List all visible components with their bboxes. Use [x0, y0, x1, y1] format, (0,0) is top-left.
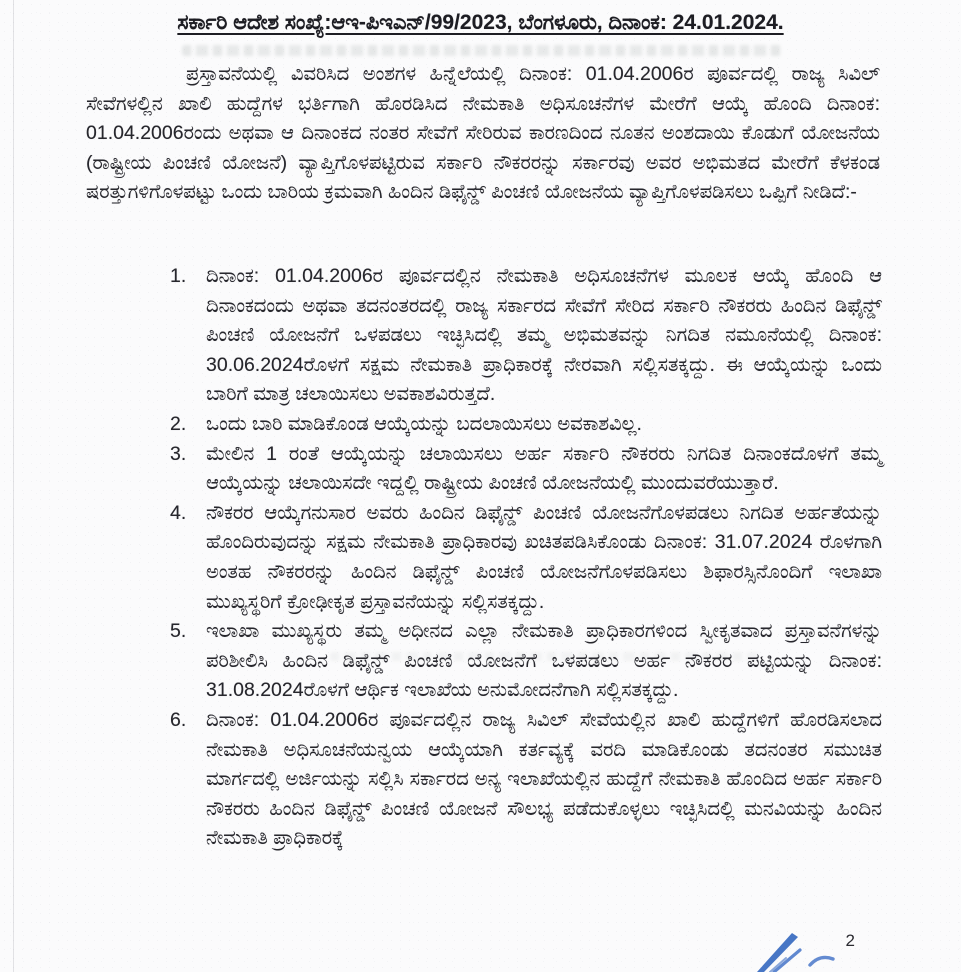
- condition-item-1: [170, 262, 882, 410]
- condition-number: 6.: [170, 708, 187, 731]
- condition-item-6: [170, 706, 882, 854]
- condition-number: 4.: [170, 501, 187, 524]
- condition-item-4: [170, 499, 882, 617]
- bleedthrough-text-mark: [182, 45, 782, 56]
- condition-item-2: [170, 410, 882, 440]
- signature-ink-mark: [740, 928, 860, 972]
- condition-text: ದಿನಾಂಕ: 01.04.2006ರ ಪೂರ್ವದಲ್ಲಿನ ನೇಮಕಾತಿ ಅಧಿಸೂಚನೆಗಳ ಮೂಲಕ ಆಯ್ಕೆ ಹೊಂದಿ ಆ ದಿನಾಂಕದಂದು ಅಥವಾ ತದನಂತರದಲ್ಲಿ ರಾಜ್ಯ ಸರ್ಕಾರದ ಸೇವೆಗೆ ಸೇರಿದ ಸರ್ಕಾರಿ ನೌಕರರು ಹಿಂದಿನ ಡಿಫೈನ್ಡ್ ಪಿಂಚಣಿ ಯೋಜನೆಗೆ ಒಳಪಡಲು ಇಚ್ಛಿಸಿದಲ್ಲಿ ತಮ್ಮ ಅಭಿಮತವನ್ನು ನಿಗದಿತ ನಮೂನೆಯಲ್ಲಿ ದಿನಾಂಕ: 30.06.2024ರೊಳಗೆ ಸಕ್ಷಮ ನೇಮಕಾತಿ ಪ್ರಾಧಿಕಾರಕ್ಕೆ ನೇರವಾಗಿ ಸಲ್ಲಿಸತಕ್ಕದ್ದು. ಈ ಆಯ್ಕೆಯನ್ನು ಒಂದು ಬಾರಿಗೆ ಮಾತ್ರ ಚಲಾಯಿಸಲು ಅವಕಾಶವಿರುತ್ತದೆ.: [206, 265, 882, 406]
- order-header: ಸರ್ಕಾರಿ ಆದೇಶ ಸಂಖ್ಯೆ:ಆಇ-ಪಿಇಎನ್/99/2023, ಬೆಂಗಳೂರು, ದಿನಾಂಕ: 24.01.2024.: [177, 11, 784, 34]
- condition-text: ದಿನಾಂಕ: 01.04.2006ರ ಪೂರ್ವದಲ್ಲಿನ ರಾಜ್ಯ ಸಿವಿಲ್ ಸೇವೆಯಲ್ಲಿನ ಖಾಲಿ ಹುದ್ದೆಗಳಿಗೆ ಹೊರಡಿಸಲಾದ ನೇಮಕಾತಿ ಅಧಿಸೂಚನೆಯನ್ವಯ ಆಯ್ಕೆಯಾಗಿ ಕರ್ತವ್ಯಕ್ಕೆ ವರದಿ ಮಾಡಿಕೊಂಡು ತದನಂತರ ಸಮುಚಿತ ಮಾರ್ಗದಲ್ಲಿ ಅರ್ಜಿಯನ್ನು ಸಲ್ಲಿಸಿ ಸರ್ಕಾರದ ಅನ್ಯ ಇಲಾಖೆಯಲ್ಲಿನ ಹುದ್ದೆಗೆ ನೇಮಕಾತಿ ಹೊಂದಿದ ಅರ್ಹ ಸರ್ಕಾರಿ ನೌಕರರು ಹಿಂದಿನ ಡಿಫೈನ್ಡ್ ಪಿಂಚಣಿ ಯೋಜನೆ ಸೌಲಭ್ಯ ಪಡೆದುಕೊಳ್ಳಲು ಇಚ್ಛಿಸಿದಲ್ಲಿ ಮನವಿಯನ್ನು ಹಿಂದಿನ ನೇಮಕಾತಿ ಪ್ರಾಧಿಕಾರಕ್ಕೆ: [206, 708, 882, 850]
- condition-item-5: [170, 617, 882, 706]
- condition-text: ಇಲಾಖಾ ಮುಖ್ಯಸ್ಥರು ತಮ್ಮ ಅಧೀನದ ಎಲ್ಲಾ ನೇಮಕಾತಿ ಪ್ರಾಧಿಕಾರಗಳಿಂದ ಸ್ವೀಕೃತವಾದ ಪ್ರಸ್ತಾವನೆಗಳನ್ನು ಪರಿಶೀಲಿಸಿ ಹಿಂದಿನ ಡಿಫೈನ್ಡ್ ಪಿಂಚಣಿ ಯೋಜನೆಗೆ ಒಳಪಡಲು ಅರ್ಹ ನೌಕರರ ಪಟ್ಟಿಯನ್ನು ದಿನಾಂಕ: 31.08.2024ರೊಳಗೆ ಆರ್ಥಿಕ ಇಲಾಖೆಯ ಅನುಮೋದನೆಗಾಗಿ ಸಲ್ಲಿಸತಕ್ಕದ್ದು.: [206, 620, 882, 702]
- conditions-list: [170, 262, 882, 854]
- page-number: 2: [845, 931, 855, 950]
- condition-number: 1.: [170, 265, 187, 287]
- intro-paragraph: ಪ್ರಸ್ತಾವನೆಯಲ್ಲಿ ವಿವರಿಸಿದ ಅಂಶಗಳ ಹಿನ್ನೆಲೆಯಲ್ಲಿ ದಿನಾಂಕ: 01.04.2006ರ ಪೂರ್ವದಲ್ಲಿ ರಾಜ್ಯ ಸಿವಿಲ್ ಸೇವೆಗಳಲ್ಲಿನ ಖಾಲಿ ಹುದ್ದೆಗಳ ಭರ್ತಿಗಾಗಿ ಹೊರಡಿಸಿದ ನೇಮಕಾತಿ ಅಧಿಸೂಚನೆಗಳ ಮೇರೆಗೆ ಆಯ್ಕೆ ಹೊಂದಿ ದಿನಾಂಕ: 01.04.2006ರಂದು ಅಥವಾ ಆ ದಿನಾಂಕದ ನಂತರ ಸೇವೆಗೆ ಸೇರಿರುವ ಕಾರಣದಿಂದ ನೂತನ ಅಂಶದಾಯಿ ಕೊಡುಗೆ ಯೋಜನೆಯ (ರಾಷ್ಟ್ರೀಯ ಪಿಂಚಣಿ ಯೋಜನೆ) ವ್ಯಾಪ್ತಿಗೊಳಪಟ್ಟಿರುವ ಸರ್ಕಾರಿ ನೌಕರರನ್ನು ಸರ್ಕಾರವು ಅವರ ಅಭಿಮತದ ಮೇರೆಗೆ ಕೆಳಕಂಡ ಷರತ್ತುಗಳಿಗೊಳಪಟ್ಟು ಒಂದು ಬಾರಿಯ ಕ್ರಮವಾಗಿ ಹಿಂದಿನ ಡಿಫೈನ್ಡ್ ಪಿಂಚಣಿ ಯೋಜನೆಯ ವ್ಯಾಪ್ತಿಗೊಳಪಡಿಸಲು ಒಪ್ಪಿಗೆ ನೀಡಿದೆ:-: [86, 63, 880, 204]
- condition-number: 3.: [170, 442, 187, 465]
- scan-edge-artifact: [13, 0, 14, 972]
- condition-number: 2.: [170, 412, 187, 435]
- condition-text: ಒಂದು ಬಾರಿ ಮಾಡಿಕೊಂಡ ಆಯ್ಕೆಯನ್ನು ಬದಲಾಯಿಸಲು ಅವಕಾಶವಿಲ್ಲ.: [206, 412, 642, 435]
- condition-text: ಮೇಲಿನ 1 ರಂತೆ ಆಯ್ಕೆಯನ್ನು ಚಲಾಯಿಸಲು ಅರ್ಹ ಸರ್ಕಾರಿ ನೌಕರರು ನಿಗದಿತ ದಿನಾಂಕದೊಳಗೆ ತಮ್ಮ ಆಯ್ಕೆಯನ್ನು ಚಲಾಯಿಸದೇ ಇದ್ದಲ್ಲಿ ರಾಷ್ಟ್ರೀಯ ಪಿಂಚಣಿ ಯೋಜನೆಯಲ್ಲಿ ಮುಂದುವರೆಯುತ್ತಾರೆ.: [206, 442, 882, 495]
- condition-item-3: [170, 440, 882, 499]
- condition-number: 5.: [170, 620, 187, 643]
- condition-text: ನೌಕರರ ಆಯ್ಕೆಗನುಸಾರ ಅವರು ಹಿಂದಿನ ಡಿಫೈನ್ಡ್ ಪಿಂಚಣಿ ಯೋಜನೆಗೊಳಪಡಲು ನಿಗದಿತ ಅರ್ಹತೆಯನ್ನು ಹೊಂದಿರುವುದನ್ನು ಸಕ್ಷಮ ನೇಮಕಾತಿ ಪ್ರಾಧಿಕಾರವು ಖಚಿತಪಡಿಸಿಕೊಂಡು ದಿನಾಂಕ: 31.07.2024 ರೊಳಗಾಗಿ ಅಂತಹ ನೌಕರರನ್ನು ಹಿಂದಿನ ಡಿಫೈನ್ಡ್ ಪಿಂಚಣಿ ಯೋಜನೆಗೊಳಪಡಿಸಲು ಶಿಫಾರಸ್ಸಿನೊಂದಿಗೆ ಇಲಾಖಾ ಮುಖ್ಯಸ್ಥರಿಗೆ ಕ್ರೋಢೀಕೃತ ಪ್ರಸ್ತಾವನೆಯನ್ನು ಸಲ್ಲಿಸತಕ್ಕದ್ದು.: [206, 501, 882, 613]
